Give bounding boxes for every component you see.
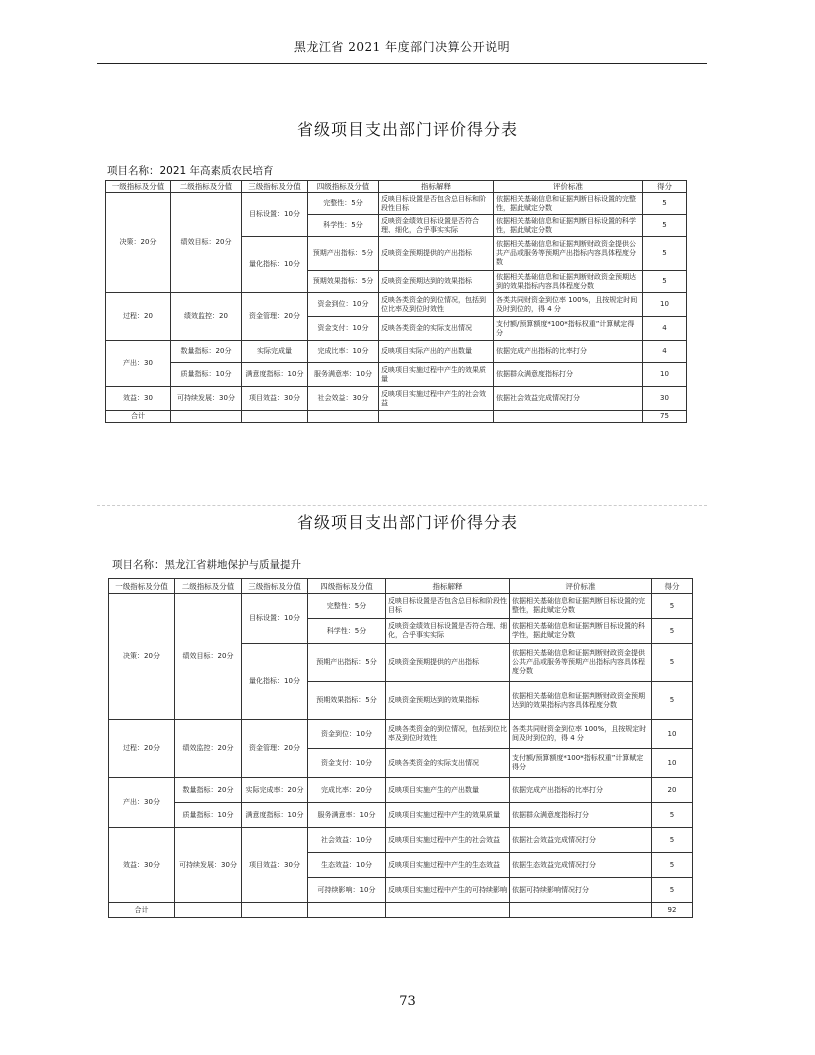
level4-cell: 预期产出指标：5分 <box>308 237 379 271</box>
level3-cell: 项目效益：30分 <box>242 828 308 903</box>
level2-cell: 可持续发展：30分 <box>171 387 242 411</box>
header-level1: 一级指标及分值 <box>109 579 175 594</box>
level1-cell: 决策：20分 <box>106 193 171 293</box>
level4-cell: 资金支付：10分 <box>308 749 386 778</box>
level3-cell: 资金管理：20分 <box>242 293 308 341</box>
explanation-cell: 反映项目实施过程中产生的生态效益 <box>386 853 510 878</box>
total-label: 合计 <box>109 903 175 918</box>
empty-cell <box>386 903 510 918</box>
score-cell: 5 <box>643 215 687 237</box>
header-level2: 二级指标及分值 <box>175 579 242 594</box>
table-row <box>109 778 693 803</box>
header-standard: 评价标准 <box>494 181 643 193</box>
level4-cell: 资金支付：10分 <box>308 317 379 341</box>
empty-cell <box>175 903 242 918</box>
level3-cell: 目标设置：10分 <box>242 594 308 644</box>
explanation-cell: 反映资金绩效目标设置是否符合理、细化，合乎事实实际 <box>386 619 510 644</box>
explanation-cell: 反映项目实施产生的产出数量 <box>386 778 510 803</box>
level4-cell: 社会效益：10分 <box>308 828 386 853</box>
level3-cell: 项目效益：30分 <box>242 387 308 411</box>
score-cell: 5 <box>652 803 693 828</box>
level1-cell: 决策：20分 <box>109 594 175 720</box>
table2-title: 省级项目支出部门评价得分表 <box>296 513 518 532</box>
header-standard: 评价标准 <box>510 579 652 594</box>
empty-cell <box>494 411 643 423</box>
header-rule <box>97 63 707 64</box>
standard-cell: 依据相关基础信息和证据判断财政资金预期达到的效果指标内容具体程度分数 <box>494 271 643 293</box>
level4-cell: 预期产出指标：5分 <box>308 644 386 682</box>
standard-cell: 各类共同财资金到位率 100%，且按规定时间及时到位的，得 4 分 <box>494 293 643 317</box>
level2-cell: 质量指标：10分 <box>171 363 242 387</box>
level3-cell: 实际完成率：20分 <box>242 778 308 803</box>
section-divider <box>97 505 707 506</box>
total-score: 92 <box>652 903 693 918</box>
level4-cell: 生态效益：10分 <box>308 853 386 878</box>
standard-cell: 依据完成产出指标的比率打分 <box>494 341 643 363</box>
explanation-cell: 反映资金绩效目标设置是否符合理、细化，合乎事实实际 <box>379 215 494 237</box>
total-row <box>106 411 687 423</box>
score-cell: 5 <box>643 193 687 215</box>
score-cell: 5 <box>643 271 687 293</box>
level1-cell: 效益：30分 <box>109 828 175 903</box>
score-cell: 5 <box>652 853 693 878</box>
explanation-cell: 反映项目实际产出的产出数量 <box>379 341 494 363</box>
score-cell: 10 <box>652 749 693 778</box>
page-number: 73 <box>399 994 416 1009</box>
level4-cell: 资金到位：10分 <box>308 720 386 749</box>
standard-cell: 依据相关基础信息和证据判断目标设置的科学性，据此赋定分数 <box>510 619 652 644</box>
level2-cell: 绩效目标：20分 <box>175 594 242 720</box>
table1 <box>105 180 687 423</box>
level4-cell: 预期效果指标：5分 <box>308 271 379 293</box>
explanation-cell: 反映目标设置是否包含总目标和阶段性目标 <box>386 594 510 619</box>
empty-cell <box>242 903 308 918</box>
standard-cell: 依据群众满意度指标打分 <box>494 363 643 387</box>
score-cell: 5 <box>643 237 687 271</box>
score-cell: 10 <box>652 720 693 749</box>
header-explanation: 指标解释 <box>386 579 510 594</box>
level3-cell: 量化指标：10分 <box>242 644 308 720</box>
standard-cell: 依据相关基础信息和证据判断财政资金提供公共产品或服务等预期产出指标内容具体程度分数 <box>510 644 652 682</box>
standard-cell: 依据群众满意度指标打分 <box>510 803 652 828</box>
level1-cell: 过程：20分 <box>109 720 175 778</box>
score-cell: 5 <box>652 644 693 682</box>
header-explanation: 指标解释 <box>379 181 494 193</box>
level3-cell: 目标设置：10分 <box>242 193 308 237</box>
level2-cell: 数量指标：20分 <box>171 341 242 363</box>
score-cell: 5 <box>652 594 693 619</box>
level4-cell: 完整性：5分 <box>308 193 379 215</box>
table2-project-name: 项目名称：黑龙江省耕地保护与质量提升 <box>112 559 301 571</box>
standard-cell: 支付额/预算额度*100*指标权重”计算赋定得分 <box>494 317 643 341</box>
empty-cell <box>242 411 308 423</box>
table-row <box>106 341 687 363</box>
standard-cell: 依据社会效益完成情况打分 <box>494 387 643 411</box>
explanation-cell: 反映各类资金的实际支出情况 <box>379 317 494 341</box>
level4-cell: 资金到位：10分 <box>308 293 379 317</box>
level1-cell: 过程：20 <box>106 293 171 341</box>
level4-cell: 可持续影响：10分 <box>308 878 386 903</box>
level1-cell: 产出：30 <box>106 341 171 387</box>
level4-cell: 科学性：5分 <box>308 619 386 644</box>
table1-project-name: 项目名称：2021 年高素质农民培育 <box>107 165 274 177</box>
total-score: 75 <box>643 411 687 423</box>
explanation-cell: 反映项目实施过程中产生的社会效益 <box>379 387 494 411</box>
table-row <box>106 193 687 215</box>
level4-cell: 科学性：5分 <box>308 215 379 237</box>
total-row <box>109 903 693 918</box>
explanation-cell: 反映项目实施过程中产生的效果质量 <box>379 363 494 387</box>
score-cell: 10 <box>643 293 687 317</box>
header-level4: 四级指标及分值 <box>308 579 386 594</box>
table-row <box>109 803 693 828</box>
explanation-cell: 反映资金预期达到的效果指标 <box>386 682 510 720</box>
explanation-cell: 反映项目实施过程中产生的可持续影响 <box>386 878 510 903</box>
score-cell: 30 <box>643 387 687 411</box>
explanation-cell: 反映目标设置是否包含总目标和阶段性目标 <box>379 193 494 215</box>
level4-cell: 完成比率：20分 <box>308 778 386 803</box>
header-level2: 二级指标及分值 <box>171 181 242 193</box>
standard-cell: 支付额/预算额度*100*指标权重”计算赋定得分 <box>510 749 652 778</box>
empty-cell <box>379 411 494 423</box>
standard-cell: 各类共同财资金到位率 100%，且按规定时间及时到位的，得 4 分 <box>510 720 652 749</box>
explanation-cell: 反映各类资金的到位情况，包括到位比率及到位时效性 <box>386 720 510 749</box>
table-row <box>109 720 693 749</box>
level4-cell: 服务满意率：10分 <box>308 363 379 387</box>
level4-cell: 完整性：5分 <box>308 594 386 619</box>
standard-cell: 依据可持续影响情况打分 <box>510 878 652 903</box>
score-cell: 5 <box>652 682 693 720</box>
level1-cell: 产出：30分 <box>109 778 175 828</box>
standard-cell: 依据相关基础信息和证据判断目标设置的科学性，据此赋定分数 <box>494 215 643 237</box>
score-cell: 5 <box>652 828 693 853</box>
explanation-cell: 反映项目实施过程中产生的社会效益 <box>386 828 510 853</box>
standard-cell: 依据生态效益完成情况打分 <box>510 853 652 878</box>
standard-cell: 依据社会效益完成情况打分 <box>510 828 652 853</box>
level3-cell: 量化指标：10分 <box>242 237 308 293</box>
table-row <box>106 293 687 317</box>
level2-cell: 绩效目标：20分 <box>171 193 242 293</box>
header-level3: 三级指标及分值 <box>242 181 308 193</box>
empty-cell <box>171 411 242 423</box>
level4-cell: 社会效益：30分 <box>308 387 379 411</box>
header-score: 得分 <box>643 181 687 193</box>
score-cell: 4 <box>643 317 687 341</box>
explanation-cell: 反映资金预期提供的产出指标 <box>379 237 494 271</box>
table-row <box>106 363 687 387</box>
header-score: 得分 <box>652 579 693 594</box>
level2-cell: 绩效监控：20分 <box>175 720 242 778</box>
explanation-cell: 反映资金预期提供的产出指标 <box>386 644 510 682</box>
empty-cell <box>308 411 379 423</box>
level4-cell: 预期效果指标：5分 <box>308 682 386 720</box>
table-row <box>109 828 693 853</box>
score-cell: 5 <box>652 878 693 903</box>
total-label: 合计 <box>106 411 171 423</box>
score-cell: 5 <box>652 619 693 644</box>
table1-title: 省级项目支出部门评价得分表 <box>296 120 518 139</box>
header-level3: 三级指标及分值 <box>242 579 308 594</box>
level3-cell: 资金管理：20分 <box>242 720 308 778</box>
empty-cell <box>308 903 386 918</box>
standard-cell: 依据相关基础信息和证据判断目标设置的完整性，据此赋定分数 <box>510 594 652 619</box>
table2-wrap <box>108 578 693 918</box>
level3-cell: 满意度指标：10分 <box>242 363 308 387</box>
page-header: 黑龙江省 2021 年度部门决算公开说明 <box>293 40 511 54</box>
level2-cell: 可持续发展：30分 <box>175 828 242 903</box>
explanation-cell: 反映资金预期达到的效果指标 <box>379 271 494 293</box>
level3-cell: 满意度指标：10分 <box>242 803 308 828</box>
level3-cell: 实际完成量 <box>242 341 308 363</box>
table-row <box>109 594 693 619</box>
level2-cell: 数量指标：20分 <box>175 778 242 803</box>
table2 <box>108 578 693 918</box>
level2-cell: 质量指标：10分 <box>175 803 242 828</box>
level4-cell: 完成比率：10分 <box>308 341 379 363</box>
standard-cell: 依据相关基础信息和证据判断财政资金提供公共产品或服务等预期产出指标内容具体程度分数 <box>494 237 643 271</box>
standard-cell: 依据相关基础信息和证据判断目标设置的完整性，据此赋定分数 <box>494 193 643 215</box>
header-level1: 一级指标及分值 <box>106 181 171 193</box>
empty-cell <box>510 903 652 918</box>
standard-cell: 依据完成产出指标的比率打分 <box>510 778 652 803</box>
standard-cell: 依据相关基础信息和证据判断财政资金预期达到的效果指标内容具体程度分数 <box>510 682 652 720</box>
score-cell: 4 <box>643 341 687 363</box>
explanation-cell: 反映各类资金的实际支出情况 <box>386 749 510 778</box>
score-cell: 20 <box>652 778 693 803</box>
table-row <box>106 387 687 411</box>
level2-cell: 绩效监控：20 <box>171 293 242 341</box>
level4-cell: 服务满意率：10分 <box>308 803 386 828</box>
level1-cell: 效益：30 <box>106 387 171 411</box>
header-level4: 四级指标及分值 <box>308 181 379 193</box>
score-cell: 10 <box>643 363 687 387</box>
explanation-cell: 反映项目实施过程中产生的效果质量 <box>386 803 510 828</box>
explanation-cell: 反映各类资金的到位情况，包括到位比率及到位时效性 <box>379 293 494 317</box>
table1-wrap <box>105 180 687 423</box>
